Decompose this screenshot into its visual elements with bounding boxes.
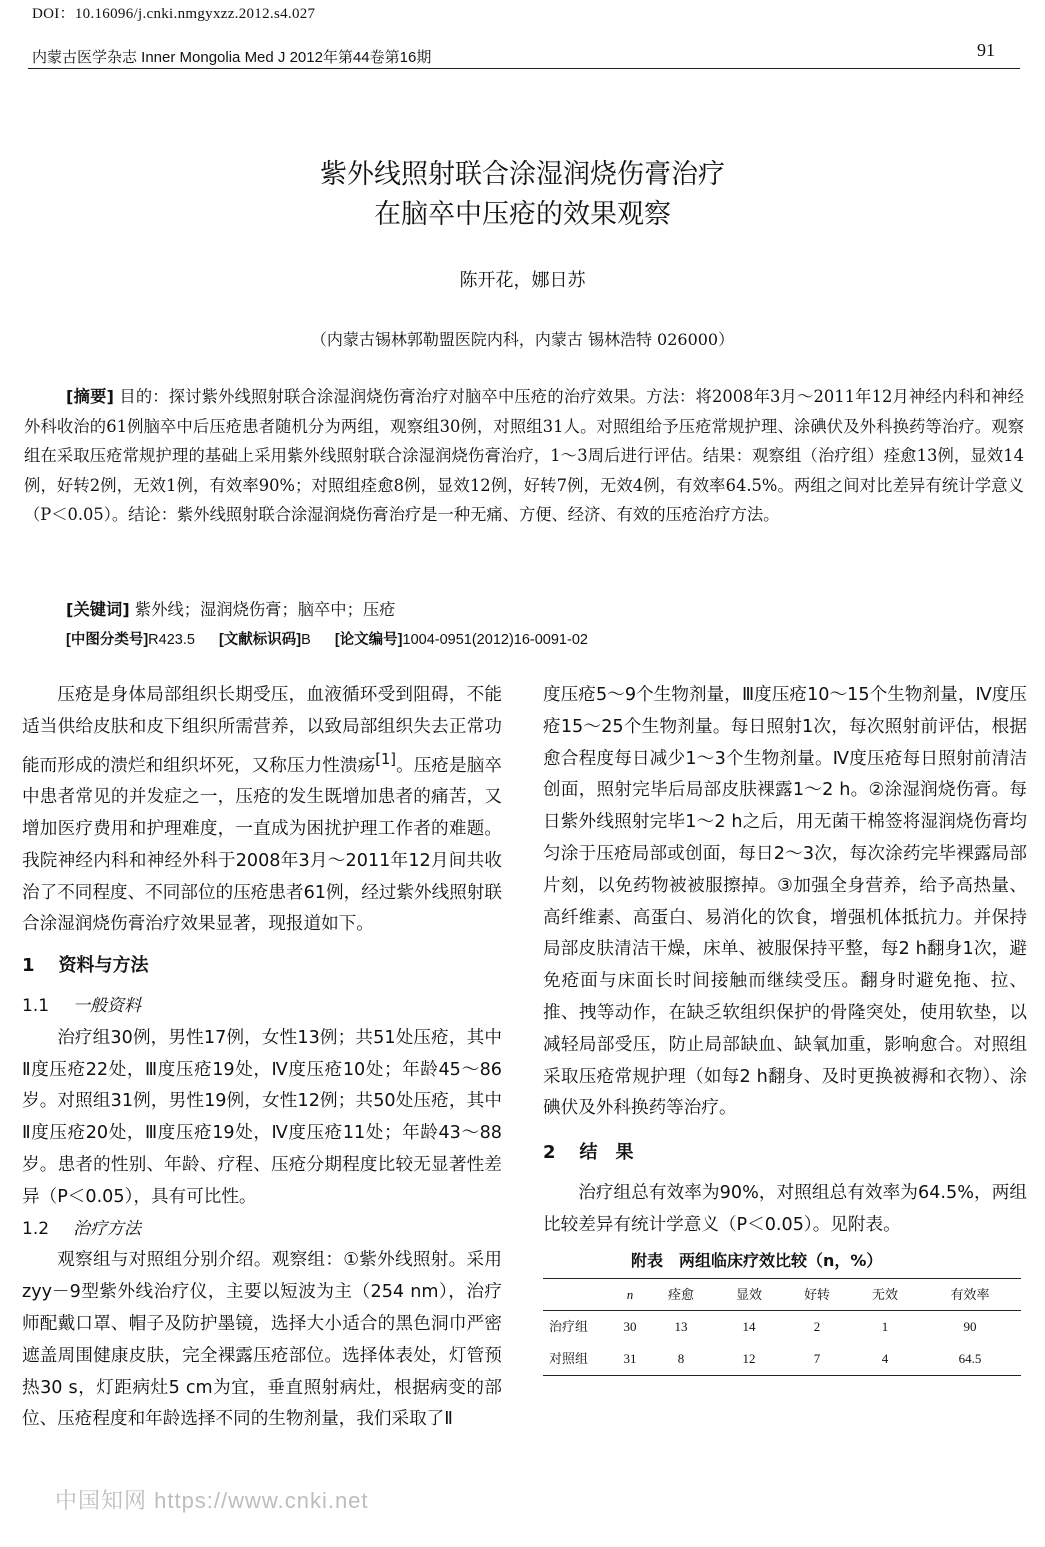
methods-continued: 度压疮5～9个生物剂量，Ⅲ度压疮10～15个生物剂量，Ⅳ度压疮15～25个生物剂量。每日照射1次，每次照射前评估，根据愈合程度每日减少1～3个生物剂量。Ⅳ度压疮每日照射前清洁创面，照射完毕后局部皮肤裸露1～2 h。②涂湿润烧伤膏。每日紫外线照射完毕1～2 h之后，用无菌干棉签将湿润烧伤膏均匀涂于压疮局部或创面，每日2～3次，每次涂药完毕裸露局部片刻，以免药物被被服擦掉。③加强全身营养，给予高热量、高纤维素、高蛋白、易消化的饮食，增强机体抵抗力。并保持局部皮肤清洁干燥，床单、被服保持平整，每2 h翻身1次，避免疮面与床面长时间接触而继续受压。翻身时避免拖、拉、推、拽等动作，在缺乏软组织保护的骨隆突处，使用软垫，以减轻局部受压，防止局部缺血、缺氧加重，影响愈合。对照组采取压疮常规护理（如每2 h翻身、及时更换被褥和衣物）、涂碘伏及外科换药等治疗。 (543, 685, 1027, 1119)
doc-code-tag: [文献标识码] (218, 632, 302, 648)
intro-text-a: 压疮是身体局部组织长期受压，血液循环受到阻碍，不能适当供给皮肤和皮下组织所需营养，以致局部组织失去正常功能而形成的溃烂和组织坏死，又称压力性溃疡 (22, 685, 502, 776)
page-number: 91 (977, 40, 995, 60)
table-cell: 1 (881, 1319, 889, 1335)
results-table (543, 1278, 1021, 1376)
table-header-cell: 有效率 (950, 1286, 990, 1302)
classification-line (66, 626, 608, 654)
table-row (543, 1311, 1021, 1343)
table-cell: 30 (623, 1319, 637, 1335)
doi-line: DOI：10.16096/j.cnki.nmgyxzz.2012.s4.027 (32, 6, 316, 22)
results-text: 治疗组总有效率为90%，对照组总有效率为64.5%，两组比较差异有统计学意义（P＜0.05）。见附表。 (543, 1182, 1027, 1235)
abstract-paragraph (24, 382, 1024, 530)
left-column (22, 680, 502, 1436)
table-caption: 附表 两组临床疗效比较（n，%） (631, 1250, 883, 1270)
section-2-heading (543, 1137, 1027, 1169)
right-column (543, 680, 1027, 1376)
authors: 陈开花，娜日苏 (459, 270, 586, 291)
section-2-title: 结 果 (579, 1142, 634, 1164)
table-cell: 2 (813, 1319, 821, 1335)
table-cell: 12 (742, 1351, 756, 1367)
table-cell: 90 (963, 1319, 977, 1335)
section-1-title: 资料与方法 (58, 955, 149, 977)
keywords-tag: [关键词] (66, 600, 130, 619)
section-1-2-text: 观察组与对照组分别介绍。观察组：①紫外线照射。采用zyy－9型紫外线治疗仪，主要以短波为主（254 nm），治疗师配戴口罩、帽子及防护墨镜，选择大小适合的黑色洞巾严密遮盖周围健康皮肤，完全裸露压疮部位。选择体表处，灯管预热30 s，灯距病灶5 cm为宜，垂直照射病灶，根据病变的部位、压疮程度和年龄选择不同的生物剂量，我们采取了Ⅱ (22, 1250, 502, 1430)
table-header-cell: 显效 (735, 1286, 762, 1302)
watermark: 中国知网 https://www.cnki.net (55, 1488, 369, 1513)
table-row (543, 1343, 1021, 1375)
section-1-number: 1 (22, 955, 35, 977)
paper-title (0, 155, 1045, 235)
section-1-heading (22, 950, 502, 982)
abstract-tag: [摘要] (66, 387, 114, 406)
section-2-number: 2 (543, 1142, 556, 1164)
table-header-row (543, 1278, 1021, 1311)
section-1-2-title: 治疗方法 (73, 1218, 142, 1239)
table-cell: 治疗组 (549, 1319, 589, 1335)
intro-paragraph (22, 680, 502, 941)
table-cell: 7 (813, 1351, 821, 1367)
table-cell: 4 (881, 1351, 889, 1367)
table-header-cell: 痊愈 (667, 1286, 694, 1302)
table-cell: 对照组 (549, 1351, 589, 1367)
section-1-1-title: 一般资料 (73, 996, 142, 1017)
intro-text-b: 。压疮是脑卒中患者常见的并发症之一，压疮的发生既增加患者的痛苦，又增加医疗费用和护理难度，一直成为困扰护理工作者的难题。我院神经内科和神经外科于2008年3月～2011年12月间共收治了不同程度、不同部位的压疮患者61例，经过紫外线照射联合涂湿润烧伤膏治疗效果显著，现报道如下。 (22, 755, 502, 935)
title-line-1: 紫外线照射联合涂湿润烧伤膏治疗 (320, 159, 725, 190)
keywords (66, 596, 395, 624)
table-header-cell: 好转 (803, 1286, 830, 1302)
title-line-2: 在脑卒中压疮的效果观察 (374, 199, 671, 230)
table-cell: 8 (677, 1351, 685, 1367)
table-header-cell: 无效 (871, 1286, 898, 1302)
section-1-2-heading (22, 1214, 502, 1246)
clc-tag: [中图分类号] (66, 632, 149, 648)
affiliation: （内蒙古锡林郭勒盟医院内科，内蒙古 锡林浩特 026000） (310, 330, 735, 349)
doc-code-value: B (301, 632, 311, 648)
reference-marker: [1] (375, 750, 397, 768)
keywords-text: 紫外线；湿润烧伤膏；脑卒中；压疮 (134, 600, 396, 619)
section-1-1-heading (22, 991, 502, 1023)
article-id-tag: [论文编号] (334, 632, 403, 648)
abstract-text: 目的：探讨紫外线照射联合涂湿润烧伤膏治疗对脑卒中压疮的治疗效果。方法：将2008年3月～2011年12月神经内科和神经外科收治的61例脑卒中后压疮患者随机分为两组，观察组30例，对照组31人。对照组给予压疮常规护理、涂碘伏及外科换药等治疗。观察组在采取压疮常规护理的基础上采用紫外线照射联合涂湿润烧伤膏治疗，1～3周后进行评估。结果：观察组（治疗组）痊愈13例，显效14例，好转2例，无效1例，有效率90%；对照组痊愈8例，显效12例，好转7例，无效4例，有效率64.5%。两组之间对比差异有统计学意义（P＜0.05）。结论：紫外线照射联合涂湿润烧伤膏治疗是一种无痛、方便、经济、有效的压疮治疗方法。 (24, 387, 1024, 525)
table-cell: 31 (623, 1351, 637, 1367)
table-header-cell (543, 1278, 613, 1311)
article-id-value: 1004-0951(2012)16-0091-02 (402, 632, 588, 648)
clc-value: R423.5 (148, 632, 195, 648)
table-cell: 14 (742, 1319, 756, 1335)
table-header-cell: n (626, 1286, 634, 1302)
section-1-1-text: 治疗组30例，男性17例，女性13例；共51处压疮，其中Ⅱ度压疮22处，Ⅲ度压疮19处，Ⅳ度压疮10处；年龄45～86岁。对照组31例，男性19例，女性12例；共50处压疮，其中Ⅱ度压疮20处，Ⅲ度压疮19处，Ⅳ度压疮11处；年龄43～88岁。患者的性别、年龄、疗程、压疮分期程度比较无显著性差异（P＜0.05），具有可比性。 (22, 1027, 502, 1207)
section-1-1-number: 1.1 (22, 996, 50, 1017)
journal-header: 内蒙古医学杂志 Inner Mongolia Med J 2012年第44卷第16期 (32, 49, 432, 66)
table-cell: 13 (674, 1319, 688, 1335)
abstract (24, 382, 1024, 530)
table-cell: 64.5 (958, 1351, 982, 1367)
section-1-2-number: 1.2 (22, 1218, 50, 1239)
header-rule (28, 68, 1020, 69)
